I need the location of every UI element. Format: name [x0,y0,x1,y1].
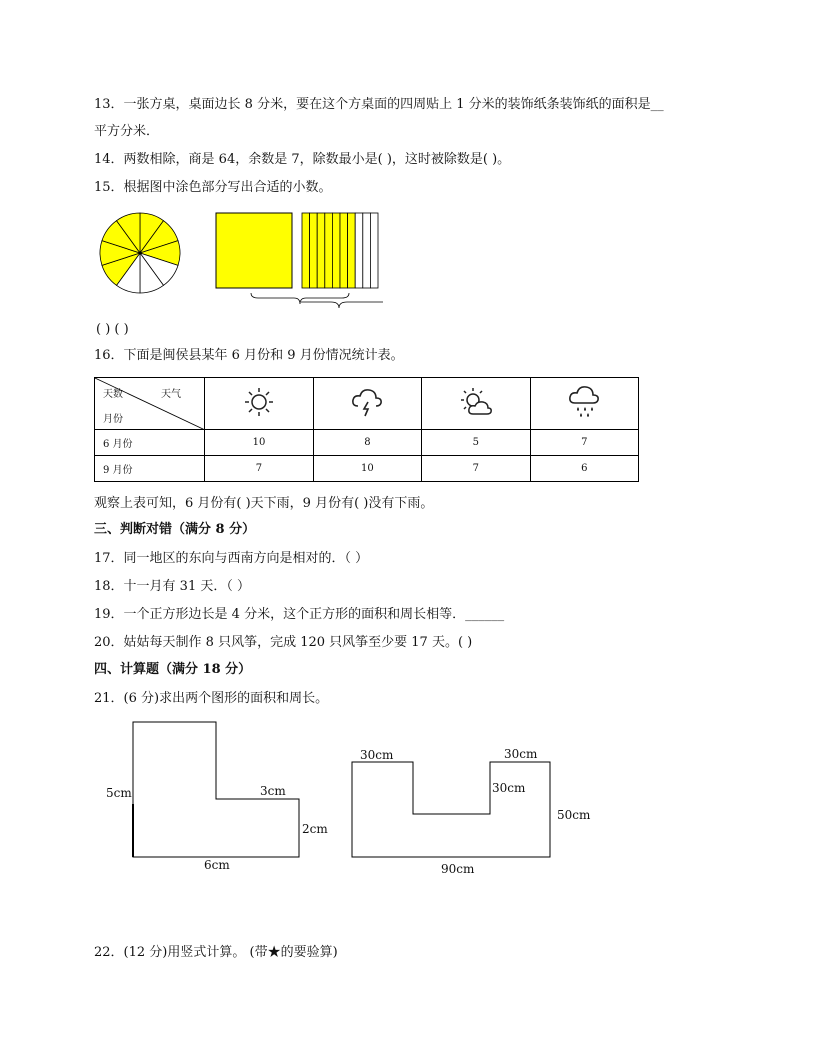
question-16-followup: 观察上表可知，6 月份有( )天下雨，9 月份有( )没有下雨。 [94,496,434,511]
table-cell: 5 [422,430,530,456]
l-shape-right-label: 2cm [302,822,328,836]
strip [370,213,378,288]
strip [363,213,371,288]
u-shape-top-left-label: 30cm [360,748,394,762]
table-cell: 7 [422,456,530,482]
row-month: 9 月份 [95,456,205,482]
question-17: 17．同一地区的东向与西南方向是相对的．（ ） [94,551,369,566]
sunny-icon [243,386,275,418]
table-cell: 8 [313,430,421,456]
partly-cloudy-icon [459,386,493,418]
u-shape-figure [340,742,600,882]
u-shape-notch-label: 30cm [492,781,526,795]
question-16: 16．下面是闽侯县某年 6 月份和 9 月份情况统计表。 [94,348,404,363]
question-19: 19．一个正方形边长是 4 分米，这个正方形的面积和周长相等．______ [94,607,505,622]
thunderstorm-icon-cell [313,378,421,430]
question-15: 15．根据图中涂色部分写出合适的小数。 [94,180,332,195]
question-21: 21．(6 分)求出两个图形的面积和周长。 [94,691,329,706]
strip [332,213,340,288]
weather-table [94,377,639,482]
header-month: 月份 [103,414,123,425]
strip [340,213,348,288]
l-shape-figure [100,716,340,881]
question-15-answers: ( ) ( ) [96,322,129,337]
question-18: 18．十一月有 31 天．（ ） [94,579,250,594]
table-header-diagonal [95,378,205,430]
u-shape-right-label: 50cm [557,808,591,822]
sunny-icon-cell [205,378,313,430]
thunderstorm-icon [350,386,384,418]
rain-icon [567,385,601,419]
shaded-square-figure [215,212,295,290]
header-weather: 天气 [161,389,181,400]
table-row [95,430,639,456]
table-cell: 10 [313,456,421,482]
strip [310,213,318,288]
question-20: 20．姑姑每天制作 8 只风筝，完成 120 只风筝至少要 17 天。( ) [94,635,473,650]
strip [302,213,310,288]
strip [348,213,356,288]
strip [317,213,325,288]
section-3-heading: 三、判断对错（满分 8 分） [94,522,256,537]
rain-icon-cell [530,378,638,430]
table-cell: 7 [530,430,638,456]
table-cell: 6 [530,456,638,482]
table-cell: 10 [205,430,313,456]
brace [250,292,350,306]
l-shape-bottom-label: 6cm [204,858,230,872]
table-cell: 7 [205,456,313,482]
table-row [95,456,639,482]
partly-cloudy-icon-cell [422,378,530,430]
row-month: 6 月份 [95,430,205,456]
header-days: 天数 [103,389,123,400]
strip [325,213,333,288]
question-22: 22．(12 分)用竖式计算。 (带★的要验算) [94,945,338,960]
question-13-line1: 13．一张方桌，桌面边长 8 分米，要在这个方桌面的四周贴上 1 分米的装饰纸条装饰纸的面积是__ [94,97,664,112]
strip [355,213,363,288]
question-14: 14．两数相除，商是 64，余数是 7，除数最小是( )，这时被除数是( )。 [94,152,511,167]
u-shape-bottom-label: 90cm [441,862,475,876]
l-shape-step-label: 3cm [260,784,286,798]
shaded-circle-figure [98,211,182,295]
section-4-heading: 四、计算题（满分 18 分） [94,662,252,677]
u-shape-top-right-label: 30cm [504,747,538,761]
question-13-line2: 平方分米． [94,124,160,139]
l-shape-left-label: 5cm [106,786,132,800]
